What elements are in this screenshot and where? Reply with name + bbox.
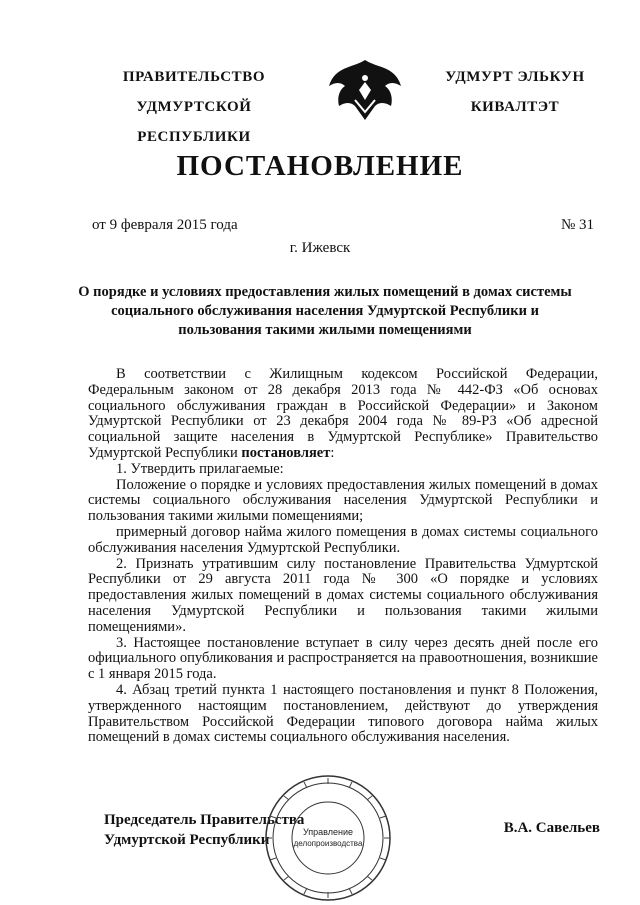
body-paragraph-item4: 4. Абзац третий пункта 1 настоящего постановления и пункт 8 Положения, утвержденного настоящим постановлением, действуют до утверждения Правительством Российской Федерации типового договора найма жилых помещений в домах системы социального обслуживания населения. bbox=[88, 681, 598, 746]
body-paragraph-item1-b: примерный договор найма жилого помещения в домах системы социального обслуживания населения Удмуртской Республики. bbox=[88, 523, 598, 556]
preamble-resolves: постановляет bbox=[241, 444, 331, 461]
official-stamp-icon bbox=[262, 772, 394, 904]
body-paragraph-item1: 1. Утвердить прилагаемые: bbox=[116, 460, 284, 477]
body-paragraph-item2: 2. Признать утратившим силу постановление Правительства Удмуртской Республики от 29 августа 2011 года № 300 «О порядке и условиях предоставления жилых помещений в домах системы социального обслуживания населения Удмуртской Республики и пользования такими жилыми помещениями». bbox=[88, 555, 598, 635]
document-body bbox=[88, 367, 598, 746]
signatory-name: В.А. Савельев bbox=[503, 820, 600, 836]
org-name-udm-line2: КИВАЛТЭТ bbox=[470, 99, 560, 115]
document-date: от 9 февраля 2015 года bbox=[92, 217, 238, 233]
org-name-ru-line2: УДМУРТСКОЙ РЕСПУБЛИКИ bbox=[136, 99, 252, 145]
signatory-position-line1: Председатель Правительства bbox=[104, 812, 305, 828]
document-title: ПОСТАНОВЛЕНИЕ bbox=[176, 150, 464, 182]
org-name-ru-line1: ПРАВИТЕЛЬСТВО bbox=[122, 69, 266, 85]
coat-of-arms-icon bbox=[325, 56, 405, 126]
body-paragraph-item1-a: Положение о порядке и условиях предоставления жилых помещений в домах системы социального обслуживания населения Удмуртской Республики и пользования такими жилыми помещениями; bbox=[88, 476, 598, 525]
stamp-center-line2: делопроизводства bbox=[293, 839, 363, 848]
stamp-center-line1: Управление bbox=[302, 827, 354, 837]
preamble-colon: : bbox=[330, 444, 335, 461]
org-name-russian bbox=[78, 62, 310, 152]
body-paragraph-preamble bbox=[88, 367, 598, 462]
document-heading: О порядке и условиях предоставления жилых помещений в домах системы социального обслуживания населения Удмуртской Республики и пользования такими жилыми помещениями bbox=[78, 284, 572, 338]
body-paragraph-item3: 3. Настоящее постановление вступает в силу через десять дней после его официального опубликования и распространяется на правоотношения, возникшие с 1 января 2015 года. bbox=[88, 634, 598, 683]
signatory-position-line2: Удмуртской Республики bbox=[104, 832, 270, 848]
org-name-udm-line1: УДМУРТ ЭЛЬКУН bbox=[445, 69, 585, 85]
document-number: № 31 bbox=[560, 217, 594, 233]
preamble-text: В соответствии с Жилищным кодексом Российской Федерации, Федеральным законом от 28 декабря 2013 года № 442-ФЗ «Об основах социального обслуживания граждан в Российской Федерации» и Законом Удмуртской Республики от 23 декабря 2004 года № 89-РЗ «Об адресной социальной защите населения в Удмуртской Республике» Правительство Удмуртской Республики bbox=[88, 366, 598, 461]
org-name-udmurt bbox=[425, 62, 605, 122]
document-place: г. Ижевск bbox=[289, 240, 351, 256]
